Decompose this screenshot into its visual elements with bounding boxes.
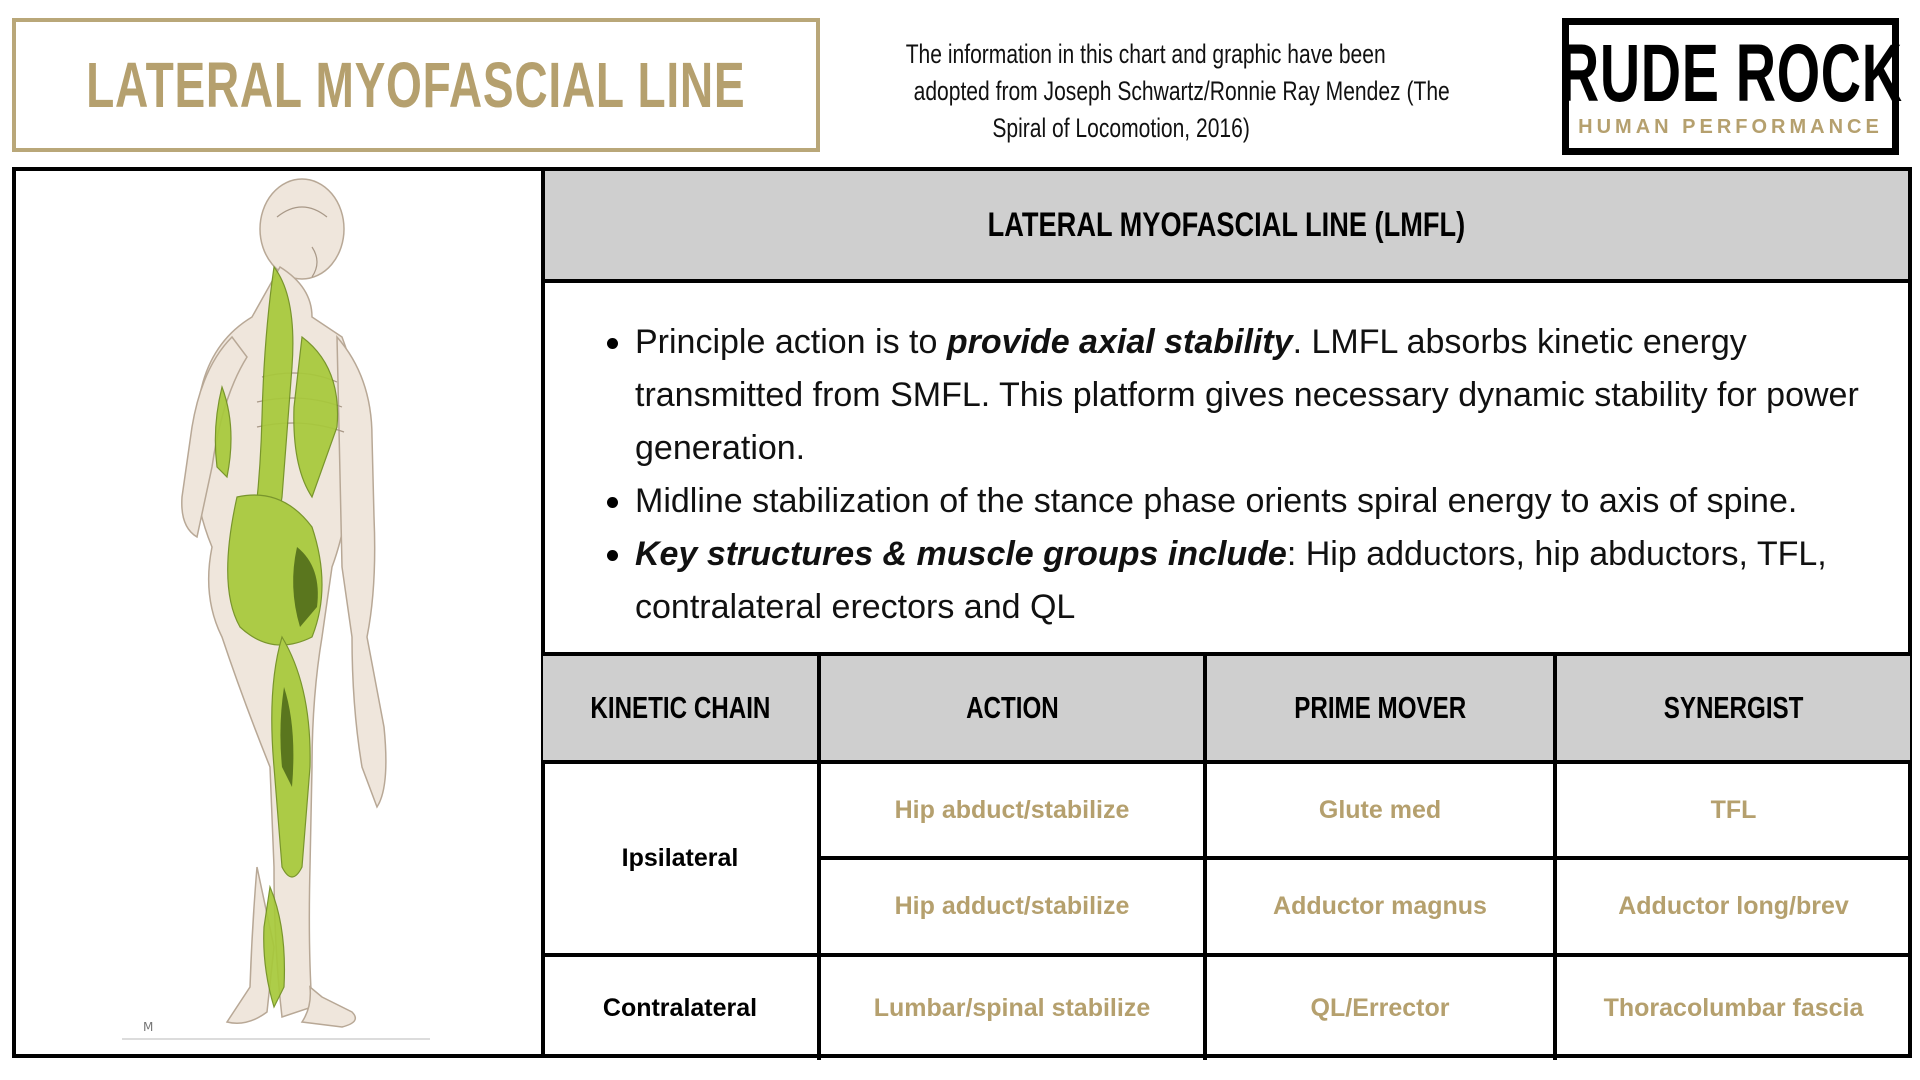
bullet-emphasis: provide axial stability [946, 323, 1293, 361]
page-title: LATERAL MYOFASCIAL LINE [86, 49, 746, 121]
logo-tagline: HUMAN PERFORMANCE [1578, 116, 1883, 138]
logo-wordmark: RUDE ROCK [1558, 28, 1903, 119]
bullet-emphasis: Key structures & muscle groups include [635, 535, 1287, 573]
synergist-cell: TFL [1555, 762, 1910, 858]
bullet-text: Principle action is to [635, 323, 947, 361]
kinetic-chain-table [543, 656, 1910, 1060]
table-row [543, 762, 1910, 858]
description-panel [545, 283, 1908, 656]
prime-mover-cell: QL/Errector [1205, 955, 1555, 1060]
brand-logo [1558, 18, 1903, 155]
kinetic-chain-cell: Ipsilateral [543, 762, 819, 955]
credit-line: Spiral of Locomotion, 2016) [992, 113, 1250, 143]
synergist-cell: Adductor long/brev [1555, 858, 1910, 955]
section-title: LATERAL MYOFASCIAL LINE (LMFL) [987, 205, 1466, 244]
action-cell: Lumbar/spinal stabilize [819, 955, 1205, 1060]
list-item [635, 475, 1878, 528]
action-cell: Hip abduct/stabilize [819, 762, 1205, 858]
credit-line: adopted from Joseph Schwartz/Ronnie Ray Mendez (The [913, 76, 1450, 106]
credit-line: The information in this chart and graphic have been [905, 39, 1386, 69]
column-header: ACTION [819, 656, 1205, 762]
table-row [543, 955, 1910, 1060]
anatomy-lateral-line-figure-icon [12, 167, 541, 1058]
prime-mover-cell: Adductor magnus [1205, 858, 1555, 955]
bullet-text: . LMFL absorbs kinetic energy transmitted from SMFL. This platform gives necessary dynamic stability for power generation. [635, 323, 1859, 467]
source-credit [838, 36, 1450, 147]
title-banner [12, 18, 820, 152]
column-header: SYNERGIST [1555, 656, 1910, 762]
synergist-cell: Thoracolumbar fascia [1555, 955, 1910, 1060]
bullet-text: Midline stabilization of the stance phase orients spiral energy to axis of spine. [635, 482, 1798, 520]
table-header-row [543, 656, 1910, 762]
column-header: KINETIC CHAIN [543, 656, 819, 762]
column-header: PRIME MOVER [1205, 656, 1555, 762]
bullet-text: : Hip adductors, hip abductors, TFL, contralateral erectors and QL [635, 535, 1827, 626]
prime-mover-cell: Glute med [1205, 762, 1555, 858]
figure-panel [12, 167, 545, 1058]
list-item [635, 528, 1878, 634]
figure-mark: M [143, 1020, 154, 1034]
bullet-list [545, 283, 1908, 634]
action-cell: Hip adduct/stabilize [819, 858, 1205, 955]
list-item [635, 316, 1878, 475]
section-header [545, 171, 1908, 283]
kinetic-chain-cell: Contralateral [543, 955, 819, 1060]
